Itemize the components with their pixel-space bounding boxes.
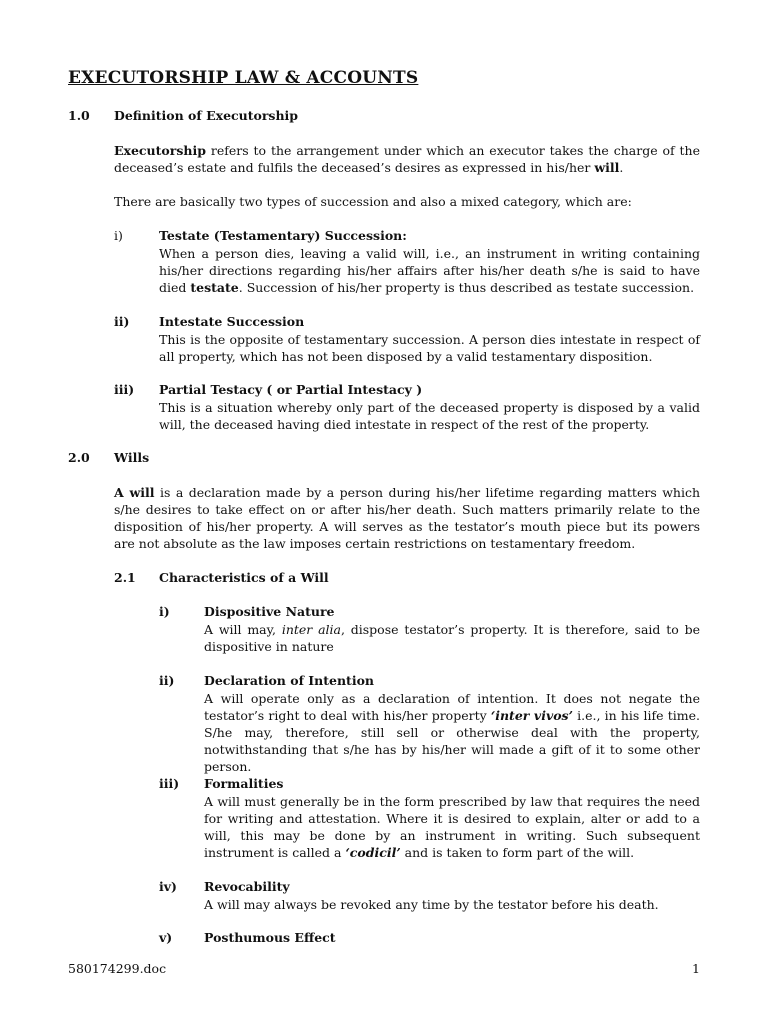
item-body xyxy=(204,621,700,655)
list-number: iii) xyxy=(159,776,180,791)
item-title: Dispositive Nature xyxy=(204,604,335,619)
item-body xyxy=(159,245,700,296)
executorship-definition xyxy=(114,142,700,176)
item-title: Declaration of Intention xyxy=(204,673,375,688)
item-text: When a person dies, leaving a valid will, i.e., an instrument in writing containing his/her directions regarding his/her affairs after his/her death s/he is said to have died xyxy=(159,246,700,295)
section-2-number: 2.0 xyxy=(68,450,90,465)
item-text: i.e., in his life time. S/he may, therefore, still sell or otherwise deal with the property, notwithstanding that s/he has by his/her will made a gift of it to some other person. xyxy=(204,708,700,774)
item-title: Revocability xyxy=(204,879,290,894)
item-text: . Succession of his/her property is thus described as testate succession. xyxy=(238,280,695,295)
footer-filename: 580174299.doc xyxy=(68,961,167,976)
item-text: A will may, xyxy=(204,622,282,637)
item-title: Intestate Succession xyxy=(159,314,305,329)
definition-text: refers to the arrangement under which an executor takes the charge of the deceased’s estate and fulfils the deceased’s desires as expressed in his/her xyxy=(114,143,700,175)
definition-end: . xyxy=(619,160,624,175)
item-title: Posthumous Effect xyxy=(204,930,336,945)
section-2-heading: Wills xyxy=(114,450,150,465)
list-number: ii) xyxy=(159,673,175,688)
item-body xyxy=(204,793,700,861)
subsection-number: 2.1 xyxy=(114,570,136,585)
item-title: Partial Testacy ( or Partial Intestacy ) xyxy=(159,382,423,397)
inter-vivos-term: ‘inter vivos’ xyxy=(490,708,573,723)
inter-alia-term: inter alia xyxy=(281,622,341,637)
item-text: and is taken to form part of the will. xyxy=(400,845,635,860)
a-will-term: A will xyxy=(114,485,155,500)
will-term: will xyxy=(594,160,620,175)
list-number: i) xyxy=(114,228,123,243)
item-text: A will operate only as a declaration of intention. It does not negate the testator’s right to deal with his/her property xyxy=(204,691,700,723)
list-number: v) xyxy=(159,930,173,945)
document-title: EXECUTORSHIP LAW & ACCOUNTS xyxy=(68,68,419,88)
item-title: Testate (Testamentary) Succession: xyxy=(159,228,407,243)
list-number: iii) xyxy=(114,382,135,397)
list-number: iv) xyxy=(159,879,177,894)
item-body: A will may always be revoked any time by the testator before his death. xyxy=(204,897,659,912)
item-body xyxy=(204,690,700,775)
item-body: This is a situation whereby only part of the deceased property is disposed by a valid will, the deceased having died intestate in respect of the rest of the property. xyxy=(159,400,700,432)
section-1-number: 1.0 xyxy=(68,108,90,123)
executorship-term: Executorship xyxy=(114,143,206,158)
subsection-heading: Characteristics of a Will xyxy=(159,570,329,585)
testate-term: testate xyxy=(190,280,239,295)
will-text: is a declaration made by a person during his/her lifetime regarding matters which s/he desires to take effect on or after his/her death. Such matters primarily relate to the disposition of his/her property. A will serves as the testator’s mouth piece but its powers are not absolute as the law imposes certain restrictions on testamentary freedom. xyxy=(114,485,700,551)
succession-intro: There are basically two types of succession and also a mixed category, which are: xyxy=(114,194,632,209)
section-1-heading: Definition of Executorship xyxy=(114,108,299,123)
item-title: Formalities xyxy=(204,776,284,791)
will-definition xyxy=(114,484,700,552)
codicil-term: ‘codicil’ xyxy=(345,845,401,860)
list-number: i) xyxy=(159,604,170,619)
item-text: A will must generally be in the form prescribed by law that requires the need for writing and attestation. Where it is desired to explain, alter or add to a will, this may be done by an instrument in writing. Such subsequent instrument is called a xyxy=(204,794,700,860)
footer-page-number: 1 xyxy=(692,961,700,976)
item-body: This is the opposite of testamentary succession. A person dies intestate in respect of all property, which has not been disposed by a valid testamentary disposition. xyxy=(159,332,700,364)
list-number: ii) xyxy=(114,314,130,329)
item-text: , dispose testator’s property. It is therefore, said to be dispositive in nature xyxy=(204,622,700,654)
